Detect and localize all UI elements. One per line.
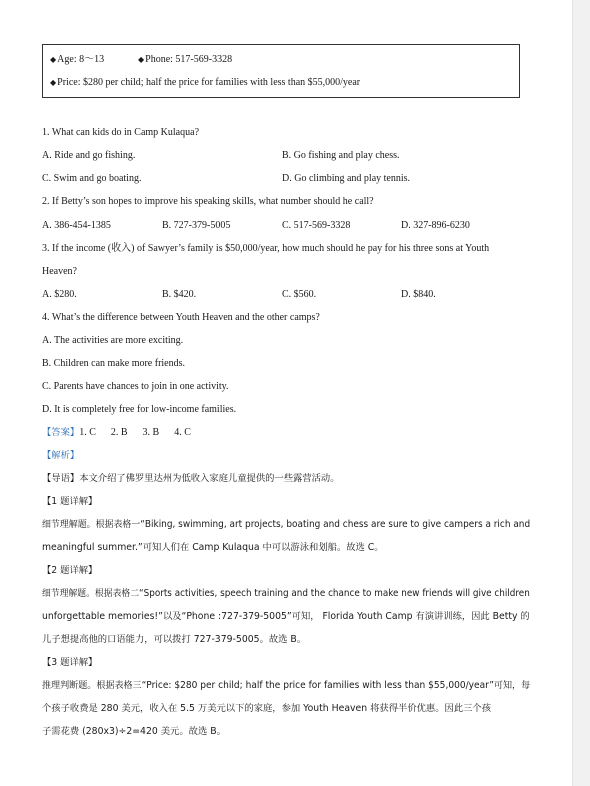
phone-text: Phone: 517-569-3328 [145, 54, 233, 65]
question-1-option-a: A. Ride and go fishing. [42, 150, 136, 161]
question-1-option-b: B. Go fishing and play chess. [282, 150, 400, 161]
diamond-bullet-icon: ◆ [50, 78, 57, 87]
answer-label: 【答案】 [42, 427, 80, 438]
age-line [50, 53, 104, 67]
diamond-bullet-icon: ◆ [138, 55, 145, 64]
viewer-scroll-gutter[interactable] [572, 0, 590, 786]
section-2-heading: 【2 题详解】 [42, 565, 98, 576]
section-2-line: 儿子想提高他的口语能力，可以拨打 727-379-5005。故选 B。 [42, 634, 307, 645]
question-3-option-d: D. $840. [401, 289, 436, 300]
camp-info-box [42, 44, 520, 98]
section-1-line: meaningful summer.”可知人们在 Camp Kulaqua 中可以游泳和划船。故选 C。 [42, 542, 384, 553]
question-3-option-c: C. $560. [282, 289, 317, 300]
section-3-heading: 【3 题详解】 [42, 657, 98, 668]
analysis-intro: 【导语】本文介绍了佛罗里达州为低收入家庭儿童提供的一些露营活动。 [42, 473, 340, 484]
question-3-option-b: B. $420. [162, 289, 197, 300]
age-text: Age: 8～13 [57, 54, 105, 65]
answer-line [42, 426, 191, 440]
question-1-stem: 1. What can kids do in Camp Kulaqua? [42, 127, 200, 138]
question-3-stem-cont: Heaven? [42, 266, 77, 277]
question-3-stem: 3. If the income (收入) of Sawyer’s family is $50,000/year, how much should he pay for his three sons at Youth [42, 243, 490, 254]
phone-line [138, 53, 232, 67]
price-line [50, 76, 360, 90]
answer-text: 1. C 2. B 3. B 4. C [79, 427, 191, 438]
question-2-option-c: C. 517-569-3328 [282, 220, 351, 231]
section-3-line: 推理判断题。根据表格三“Price: $280 per child; half the price for families with less than $55,000/year”可知，每 [42, 680, 531, 691]
section-1-heading: 【1 题详解】 [42, 496, 98, 507]
price-text: Price: $280 per child; half the price for families with less than $55,000/year [57, 77, 361, 88]
question-2-option-b: B. 727-379-5005 [162, 220, 231, 231]
question-2-option-d: D. 327-896-6230 [401, 220, 470, 231]
question-2-option-a: A. 386-454-1385 [42, 220, 111, 231]
section-2-line: 细节理解题。根据表格二“Sports activities, speech training and the chance to make new friends will give children [42, 588, 530, 599]
diamond-bullet-icon: ◆ [50, 55, 57, 64]
section-3-line: 子需花费 (280x3)÷2=420 美元。故选 B。 [42, 726, 226, 737]
question-1-option-d: D. Go climbing and play tennis. [282, 173, 411, 184]
question-4-option-d: D. It is completely free for low-income families. [42, 404, 237, 415]
question-4-option-b: B. Children can make more friends. [42, 358, 186, 369]
question-4-option-c: C. Parents have chances to join in one activity. [42, 381, 229, 392]
section-2-line: unforgettable memories!”以及“Phone :727-379-5005”可知， Florida Youth Camp 有演讲训练，因此 Betty 的 [42, 611, 530, 622]
analysis-label: 【解析】 [42, 450, 80, 461]
question-2-stem: 2. If Betty’s son hopes to improve his speaking skills, what number should he call? [42, 196, 374, 207]
question-4-stem: 4. What’s the difference between Youth Heaven and the other camps? [42, 312, 320, 323]
section-3-line: 个孩子收费是 280 美元，收入在 5.5 万美元以下的家庭，参加 Youth Heaven 将获得半价优惠。因此三个孩 [42, 703, 491, 714]
question-3-option-a: A. $280. [42, 289, 77, 300]
question-1-option-c: C. Swim and go boating. [42, 173, 142, 184]
section-1-line: 细节理解题。根据表格一“Biking, swimming, art projects, boating and chess are sure to give campers a rich and [42, 519, 531, 530]
question-4-option-a: A. The activities are more exciting. [42, 335, 184, 346]
